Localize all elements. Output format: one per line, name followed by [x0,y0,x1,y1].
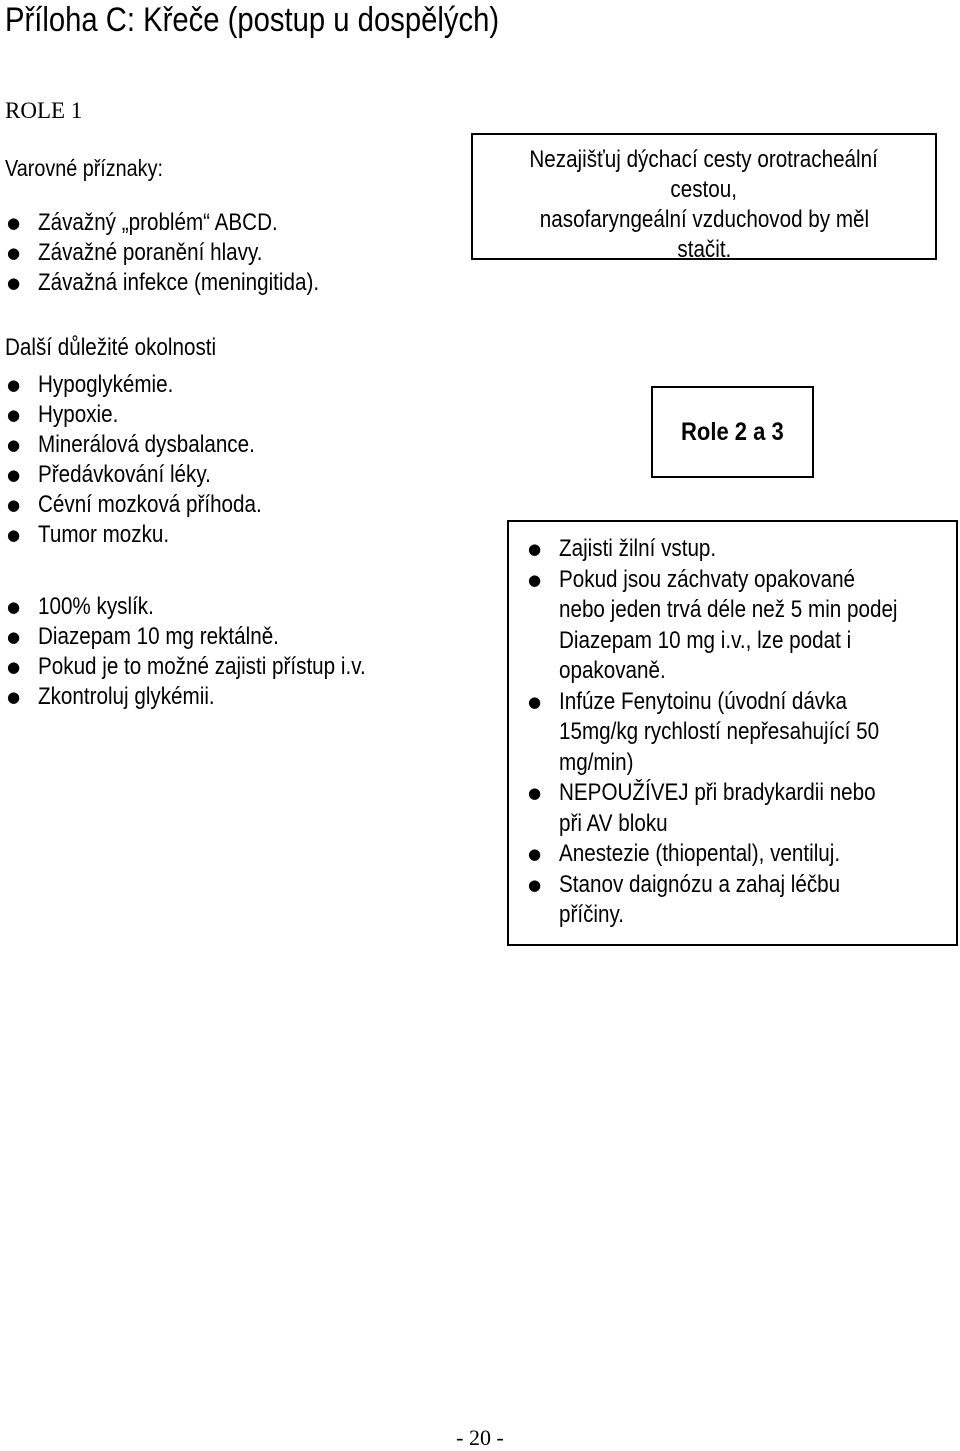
bullet-icon: ● [7,496,21,514]
list-item: ● Pokud je to možné zajisti přístup i.v. [7,653,366,680]
list-item: ● Stanov daignózu a zahaj léčbu příčiny. [528,870,841,928]
list-item: ● Závažné poranění hlavy. [7,239,263,266]
bullet-icon: ● [7,526,21,544]
role-2-3-box [651,386,814,478]
list-item: ● Infúze Fenytoinu (úvodní dávka 15mg/kg rychlostí nepřesahující 50 mg/min) [528,687,880,776]
airway-line-4: stačit. [677,236,731,260]
bullet-icon: ● [7,658,21,676]
bullet-icon: ● [528,784,542,802]
list-item: ● Předávkování léky. [7,461,211,488]
list-item: ● Zajisti žilní vstup. [559,534,953,565]
list-item: ● Cévní mozková příhoda. [7,491,262,518]
list-item: ● Závažný „problém“ ABCD. [7,209,278,236]
list-item: ● Závažná infekce (meningitida). [7,269,320,296]
role-2-3-actions-list [528,534,953,931]
list-item: ● NEPOUŽÍVEJ při bradykardii nebo při AV bloku [528,779,876,837]
bullet-icon: ● [7,598,21,616]
bullet-icon: ● [528,875,542,894]
bullet-icon: ● [7,688,21,706]
bullet-icon: ● [528,570,542,589]
bullet-icon: ● [528,692,542,711]
role-2-3-label: Role 2 a 3 [681,417,784,446]
airway-line-1: Nezajišťuj dýchací cesty orotracheální [529,146,879,173]
bullet-icon: ● [7,274,21,292]
list-item: ● Tumor mozku. [7,521,170,548]
bullet-icon: ● [7,628,21,646]
bullet-icon: ● [7,466,21,484]
bullet-icon: ● [7,244,21,262]
bullet-icon: ● [7,436,21,454]
list-item: ● Zkontroluj glykémii. [7,683,215,710]
list-item: ● Pokud jsou záchvaty opakované nebo jeden trvá déle než 5 min podej Diazepam 10 mg i.v., lze podat i opakovaně. [528,565,898,684]
airway-line-2: cestou, [670,176,738,203]
list-item: ● Hypoglykémie. [7,371,174,398]
warning-signs-list [7,208,365,298]
role1-actions-list [7,592,419,712]
list-item: ● 100% kyslík. [7,593,154,620]
other-circumstances-heading: Další důležité okolnosti [5,334,217,361]
role1-heading: ROLE 1 [5,98,83,123]
other-circumstances-list [7,370,298,550]
airway-warning-box [471,133,937,260]
bullet-icon: ● [7,376,21,394]
bullet-icon: ● [7,406,21,424]
list-item: ● Minerálová dysbalance. [7,431,255,458]
airway-line-3: nasofaryngeální vzduchovod by měl [539,206,869,233]
bullet-icon: ● [7,214,21,232]
bullet-icon: ● [528,540,542,558]
page-number: - 20 - [456,1425,504,1450]
warning-signs-heading: Varovné příznaky: [5,155,163,181]
list-item: ● Hypoxie. [7,401,119,428]
role-2-3-actions-box [507,520,958,946]
list-item: ● Anestezie (thiopental), ventiluj. [559,839,953,870]
bullet-icon: ● [528,845,542,863]
page-title: Příloha C: Křeče (postup u dospělých) [5,1,500,39]
list-item: ● Diazepam 10 mg rektálně. [7,623,279,650]
